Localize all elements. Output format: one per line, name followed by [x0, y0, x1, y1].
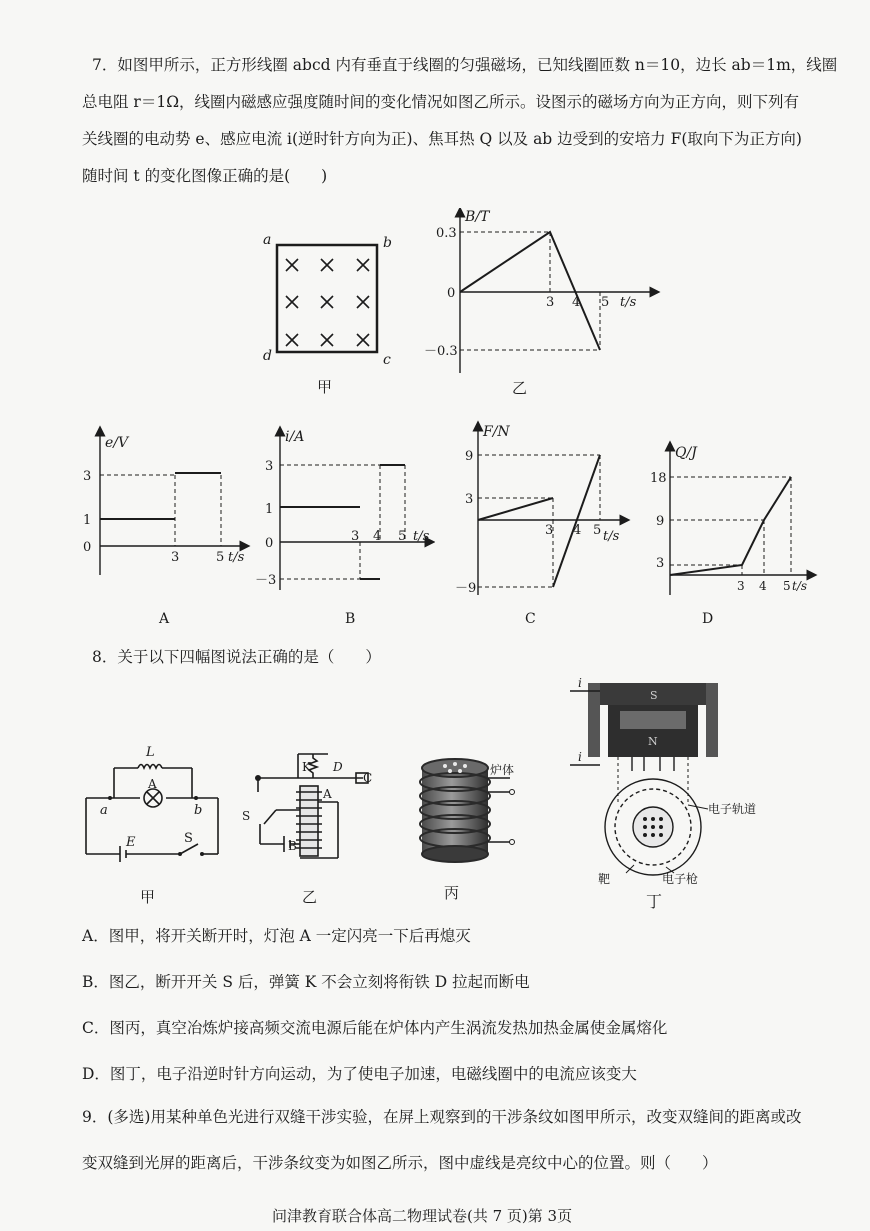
label-L: L — [146, 745, 155, 760]
label-K: K — [302, 760, 311, 774]
b-xtick-5: 5 — [398, 529, 407, 544]
corner-b: b — [383, 235, 392, 251]
q8-fig-yi — [238, 752, 378, 910]
yi-xtick-5: 5 — [601, 295, 610, 310]
label-b: b — [194, 803, 203, 818]
q7-line-2: 总电阻 r＝1Ω，线圈内磁感应强度随时间的变化情况如图乙所示。设图示的磁场方向为正方向，则下列有 — [82, 93, 800, 111]
b-xtick-3: 3 — [351, 529, 360, 544]
page-footer: 问津教育联合体高二物理试卷(共 7 页)第 3页 — [272, 1207, 573, 1225]
a-label: A — [159, 611, 170, 627]
yi-ylabel: B/T — [465, 209, 490, 225]
d-label: D — [702, 611, 714, 627]
label-orbit: 电子轨道 — [708, 802, 757, 816]
d-xtick-4: 4 — [759, 579, 767, 593]
label-A: A — [148, 777, 157, 791]
q7-line-1: 7．如图甲所示，正方形线圈 abcd 内有垂直于线圈的匀强磁场，已知线圈匝数 n＝10，边长 ab＝1m，线圈 — [92, 56, 838, 74]
label-B2: B — [288, 839, 297, 853]
fig-yi-caption: 乙 — [512, 379, 528, 397]
a-ytick-3: 3 — [83, 469, 92, 484]
b-xlabel: t/s — [413, 529, 430, 544]
yi-xlabel: t/s — [620, 295, 637, 310]
fig8-yi-caption: 乙 — [302, 888, 318, 906]
corner-d: d — [263, 348, 272, 364]
b-ytick-neg3: －3 — [255, 573, 277, 588]
c-xlabel: t/s — [603, 529, 620, 544]
corner-c: c — [383, 352, 391, 368]
b-ylabel: i/A — [285, 429, 305, 445]
a-xtick-3: 3 — [171, 550, 180, 565]
c-ytick-3: 3 — [465, 492, 474, 507]
q7-graph-b — [255, 425, 435, 630]
label-E: E — [126, 835, 136, 850]
label-C: C — [363, 771, 373, 785]
b-ytick-3: 3 — [265, 459, 274, 474]
yi-ytick-0: 0 — [447, 286, 456, 301]
q9-line-1: 9．(多选)用某种单色光进行双缝干涉实验，在屏上观察到的干涉条纹如图甲所示，改变双缝间的距离或改 — [82, 1108, 802, 1126]
label-i1: i — [578, 676, 582, 690]
q8-fig-jia — [80, 740, 225, 910]
yi-ytick-0.3: 0.3 — [436, 226, 457, 241]
field-cross-marks — [286, 259, 369, 346]
b-ytick-1: 1 — [265, 502, 274, 517]
label-A2: A — [323, 787, 332, 801]
c-ylabel: F/N — [483, 424, 510, 440]
q7-graph-d — [640, 440, 820, 630]
label-i2: i — [578, 750, 582, 764]
a-xlabel: t/s — [228, 550, 245, 565]
fig-jia-caption: 甲 — [317, 378, 333, 396]
label-S: S — [184, 831, 193, 846]
furnace-body — [422, 768, 488, 856]
q8-fig-ding — [570, 675, 770, 910]
label-a: a — [100, 803, 108, 818]
q7-fig-jia — [255, 230, 405, 400]
d-ytick-3: 3 — [656, 556, 665, 571]
label-target: 靶 — [598, 872, 611, 886]
b-label: B — [345, 611, 356, 627]
c-ytick-9: 9 — [465, 449, 474, 464]
a-xtick-5: 5 — [216, 550, 225, 565]
c-xtick-3: 3 — [545, 523, 554, 538]
yi-ytick-neg0.3: －0.3 — [424, 344, 458, 359]
q7-graph-a — [75, 425, 255, 630]
fig8-bing-caption: 丙 — [444, 884, 460, 902]
d-ytick-18: 18 — [650, 471, 667, 486]
yi-xtick-3: 3 — [546, 295, 555, 310]
corner-a: a — [263, 232, 272, 248]
q7-line-3: 关线圈的电动势 e、感应电流 i(逆时针方向为正)、焦耳热 Q 以及 ab 边受到的安培力 F(取向下为正方向) — [82, 130, 802, 148]
a-ytick-0: 0 — [83, 540, 92, 555]
c-xtick-4: 4 — [573, 523, 582, 538]
c-ytick-neg9: －9 — [455, 581, 477, 596]
label-furnace: 炉体 — [490, 763, 515, 777]
label-D: D — [333, 760, 343, 774]
b-t-curve — [460, 232, 600, 350]
q8-option-c: C．图丙，真空冶炼炉接高频交流电源后能在炉体内产生涡流发热加热金属使金属熔化 — [82, 1019, 668, 1037]
b-ytick-0: 0 — [265, 536, 274, 551]
label-S2: S — [242, 809, 251, 823]
yi-xtick-4: 4 — [572, 295, 581, 310]
q9-line-2: 变双缝到光屏的距离后，干涉条纹变为如图乙所示，图中虚线是亮纹中心的位置。则（ ） — [82, 1154, 718, 1172]
q7-graph-c — [455, 420, 635, 630]
label-pole-S: S — [650, 689, 658, 702]
q8-stem: 8．关于以下四幅图说法正确的是（ ） — [92, 648, 381, 666]
inductor-coil — [138, 765, 162, 769]
d-xtick-5: 5 — [783, 579, 791, 593]
q7-line-4: 随时间 t 的变化图像正确的是( ) — [82, 167, 328, 185]
q7-fig-yi — [420, 208, 680, 403]
d-xtick-3: 3 — [737, 579, 745, 593]
c-label: C — [525, 611, 536, 627]
a-ylabel: e/V — [105, 435, 129, 451]
label-pole-N: N — [648, 735, 658, 748]
q8-option-a: A．图甲，将开关断开时，灯泡 A 一定闪亮一下后再熄灭 — [82, 927, 471, 945]
d-ytick-9: 9 — [656, 514, 665, 529]
d-xlabel: t/s — [792, 579, 808, 593]
q8-option-d: D．图丁，电子沿逆时针方向运动，为了使电子加速，电磁线圈中的电流应该变大 — [82, 1065, 637, 1083]
q8-option-b: B．图乙，断开开关 S 后，弹簧 K 不会立刻将衔铁 D 拉起而断电 — [82, 973, 530, 991]
c-xtick-5: 5 — [593, 523, 602, 538]
label-gun: 电子枪 — [662, 872, 699, 886]
q8-fig-bing — [410, 750, 540, 910]
fig8-jia-caption: 甲 — [140, 888, 156, 906]
d-ylabel: Q/J — [675, 445, 697, 461]
fig8-ding-caption: 丁 — [646, 892, 663, 910]
a-ytick-1: 1 — [83, 513, 92, 528]
b-xtick-4: 4 — [373, 529, 382, 544]
